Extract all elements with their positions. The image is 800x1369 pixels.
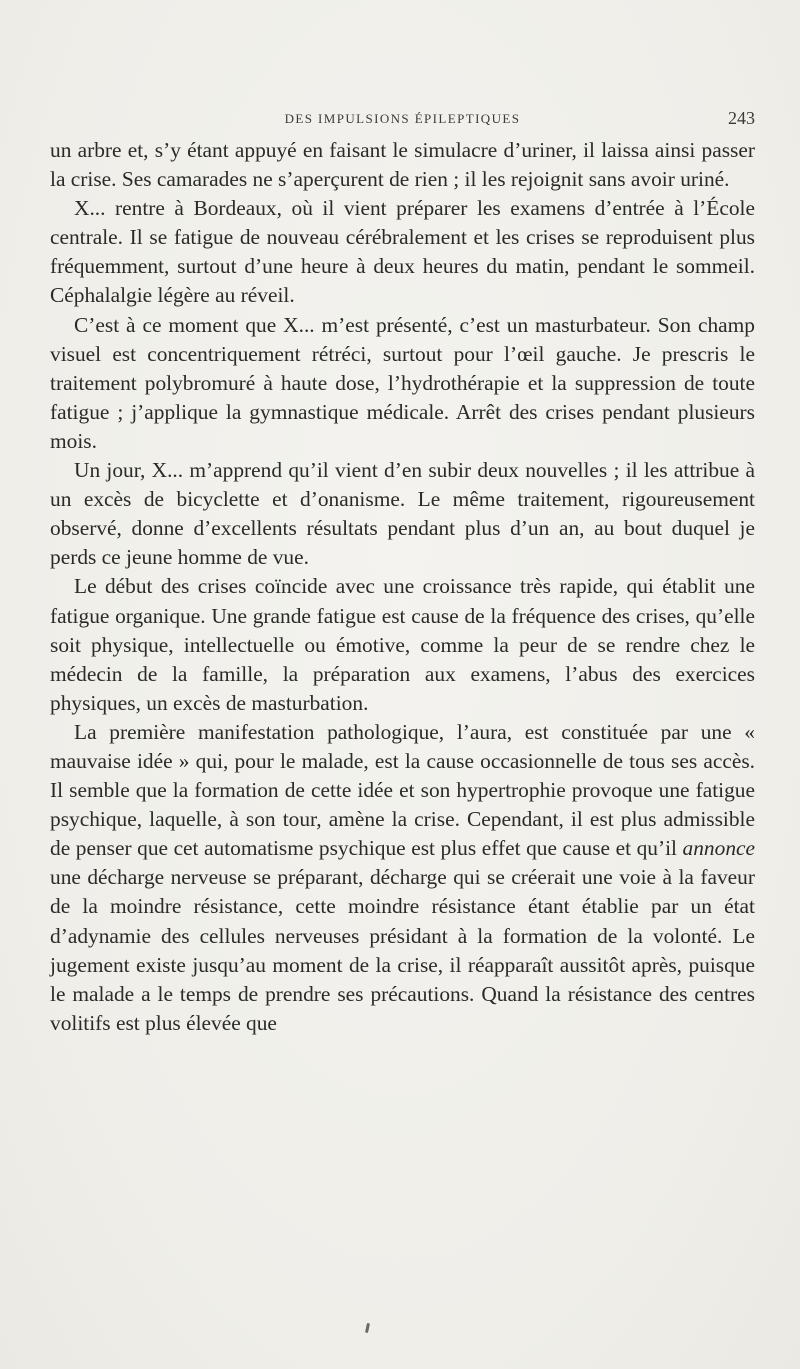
paragraph-1: un arbre et, s’y étant appuyé en faisant le simulacre d’uriner, il laissa ainsi passer la crise. Ses camarades ne s’aperçurent de rien ; il les rejoignit sans avoir uriné. [50, 138, 755, 192]
paragraph-6-text-b: une décharge nerveuse se préparant, décharge qui se créerait une voie à la faveur de la moindre résistance, cette moindre résistance étant établie par un état d’adynamie des cellules nerveuses présidant à la formation de la volonté. Le jugement existe jusqu’au moment de la crise, il réapparaît aussitôt après, puisque le malade a le temps de prendre ses précautions. Quand la résistance des centres volitifs est plus élevée que [50, 865, 755, 1035]
emphasis-annonce: annonce [682, 836, 755, 861]
running-title: DES IMPULSIONS ÉPILEPTIQUES [284, 111, 521, 126]
running-header [50, 109, 755, 131]
body-text [50, 136, 755, 1038]
paragraph-2: X... rentre à Bordeaux, où il vient préparer les examens d’entrée à l’École centrale. Il se fatigue de nouveau cérébralement et les crises se reproduisent plus fréquemment, surtout d’une heure à deux heures du matin, pendant le sommeil. Céphalalgie légère au réveil. [50, 196, 755, 308]
ink-speck [365, 1323, 370, 1333]
page-number: 243 [728, 108, 755, 128]
paragraph-4: Un jour, X... m’apprend qu’il vient d’en subir deux nouvelles ; il les attribue à un excès de bicyclette et d’onanisme. Le même traitement, rigoureusement observé, donne d’excellents résultats pendant plus d’un an, au bout duquel je perds ce jeune homme de vue. [50, 458, 755, 570]
paragraph-6 [50, 718, 755, 1038]
paragraph-6-text-a: La première manifestation pathologique, l’aura, est constituée par une « mauvaise idée » qui, pour le malade, est la cause occasionnelle de tous ses accès. Il semble que la formation de cette idée et son hypertrophie provoque une fatigue psychique, laquelle, à son tour, amène la crise. Cependant, il est plus admissible de penser que cet automatisme psychique est plus effet que cause et qu’il [50, 719, 755, 861]
paragraph-5: Le début des crises coïncide avec une croissance très rapide, qui établit une fatigue organique. Une grande fatigue est cause de la fréquence des crises, qu’elle soit physique, intellectuelle ou émotive, comme la peur de se rendre chez le médecin de la famille, la préparation aux examens, l’abus des exercices physiques, un excès de masturbation. [50, 574, 755, 715]
paragraph-3: C’est à ce moment que X... m’est présenté, c’est un masturbateur. Son champ visuel est concentriquement rétréci, surtout pour l’œil gauche. Je prescris le traitement polybromuré à haute dose, l’hydrothérapie et la suppression de toute fatigue ; j’applique la gymnastique médicale. Arrêt des crises pendant plusieurs mois. [50, 312, 755, 453]
